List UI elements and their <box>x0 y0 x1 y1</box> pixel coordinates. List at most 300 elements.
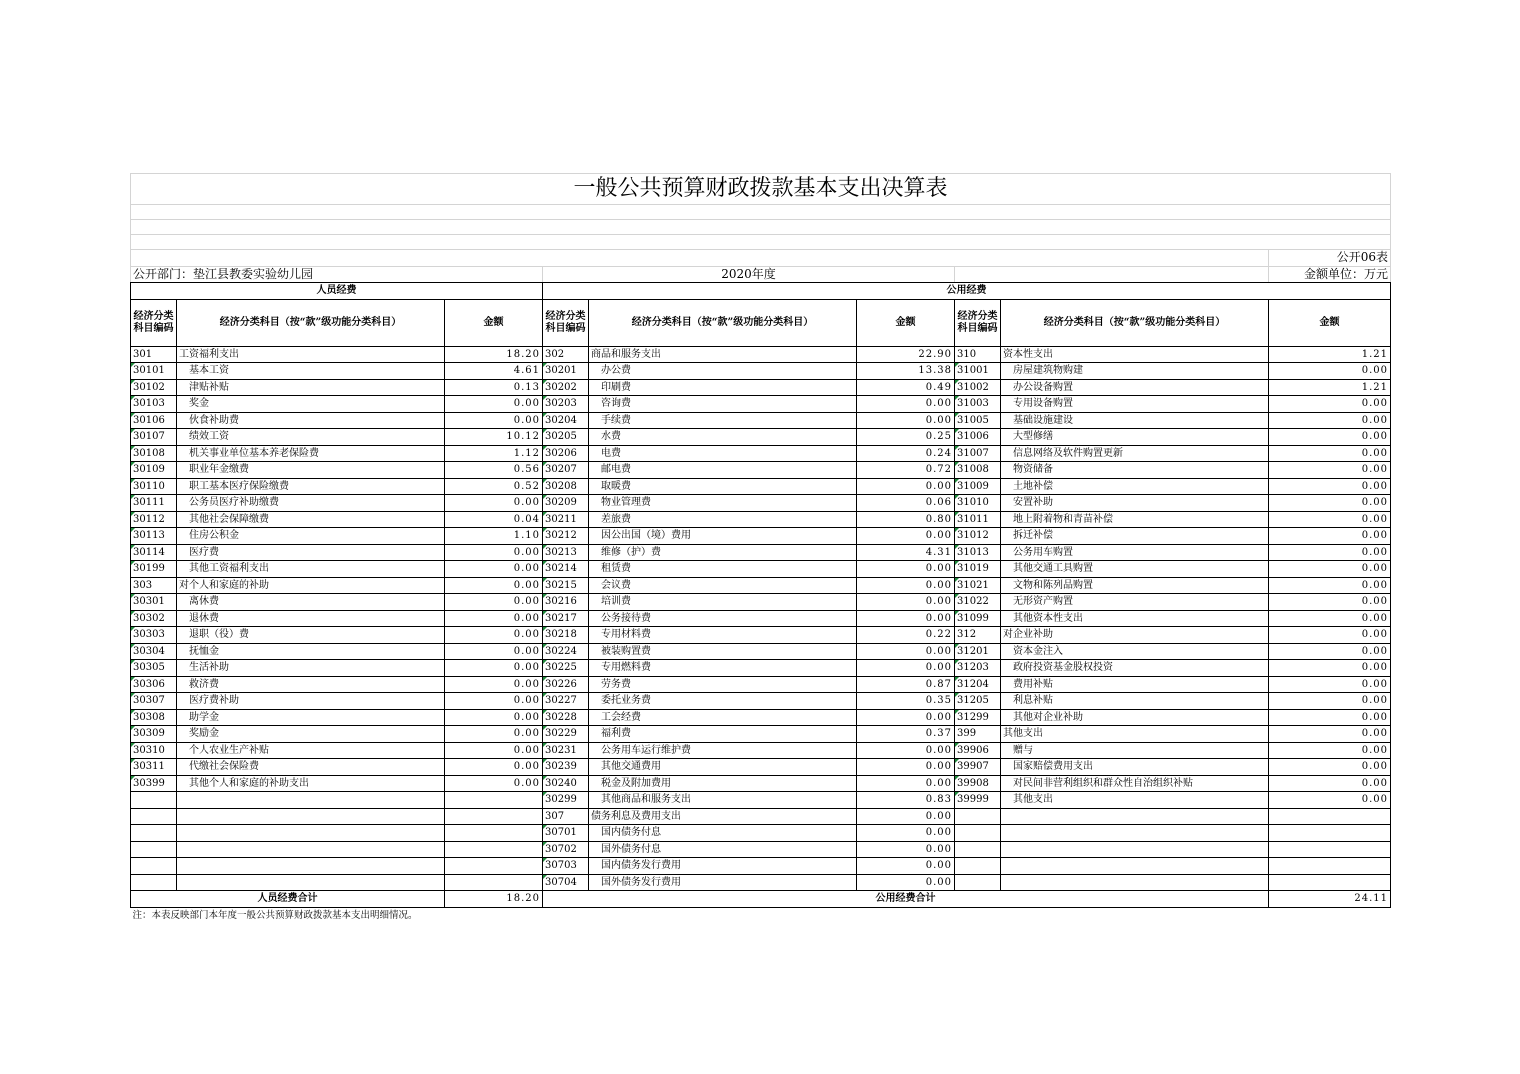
item-code: 30217 <box>543 610 589 627</box>
item-amount: 0.00 <box>857 561 955 578</box>
item-amount: 0.00 <box>445 561 543 578</box>
item-code: 30201 <box>543 363 589 380</box>
item-name: 会议费 <box>589 577 857 594</box>
item-code: 30102 <box>131 379 177 396</box>
item-code: 30213 <box>543 544 589 561</box>
item-name: 其他工资福利支出 <box>177 561 445 578</box>
item-name: 办公费 <box>589 363 857 380</box>
item-amount: 0.37 <box>857 726 955 743</box>
item-code: 303 <box>131 577 177 594</box>
item-amount: 0.00 <box>445 660 543 677</box>
item-amount: 1.21 <box>1269 346 1391 363</box>
item-code: 31013 <box>955 544 1001 561</box>
item-name: 文物和陈列品购置 <box>1001 577 1269 594</box>
item-name: 其他交通工具购置 <box>1001 561 1269 578</box>
item-code: 39999 <box>955 792 1001 809</box>
item-amount: 0.80 <box>857 511 955 528</box>
col-amount: 金额 <box>445 299 543 346</box>
item-name: 租赁费 <box>589 561 857 578</box>
item-code <box>131 808 177 825</box>
item-code <box>131 825 177 842</box>
item-code: 30311 <box>131 759 177 776</box>
item-amount: 22.90 <box>857 346 955 363</box>
item-amount: 0.06 <box>857 495 955 512</box>
expenditure-table <box>130 173 1391 923</box>
item-amount: 0.00 <box>857 709 955 726</box>
item-amount <box>1269 874 1391 891</box>
item-code: 30229 <box>543 726 589 743</box>
item-name: 物业管理费 <box>589 495 857 512</box>
item-code: 310 <box>955 346 1001 363</box>
item-code: 31007 <box>955 445 1001 462</box>
item-name <box>1001 808 1269 825</box>
item-name: 其他资本性支出 <box>1001 610 1269 627</box>
item-amount: 0.00 <box>857 858 955 875</box>
item-amount: 0.00 <box>445 726 543 743</box>
item-code: 30108 <box>131 445 177 462</box>
item-name: 其他个人和家庭的补助支出 <box>177 775 445 792</box>
table-row <box>131 693 1391 710</box>
item-amount <box>1269 841 1391 858</box>
item-amount: 0.00 <box>445 643 543 660</box>
item-amount: 0.00 <box>1269 759 1391 776</box>
item-code: 30240 <box>543 775 589 792</box>
item-code: 31203 <box>955 660 1001 677</box>
item-name: 医疗费补助 <box>177 693 445 710</box>
item-amount: 0.00 <box>445 594 543 611</box>
item-code <box>131 858 177 875</box>
item-name: 其他交通费用 <box>589 759 857 776</box>
item-code: 30206 <box>543 445 589 462</box>
table-row <box>131 874 1391 891</box>
item-name: 维修（护）费 <box>589 544 857 561</box>
item-amount: 0.00 <box>857 660 955 677</box>
table-row <box>131 643 1391 660</box>
section-personnel: 人员经费 <box>131 283 543 300</box>
item-code: 30218 <box>543 627 589 644</box>
table-row <box>131 610 1391 627</box>
item-name: 培训费 <box>589 594 857 611</box>
item-amount: 0.00 <box>1269 792 1391 809</box>
item-code: 30305 <box>131 660 177 677</box>
item-name: 地上附着物和青苗补偿 <box>1001 511 1269 528</box>
item-name <box>177 792 445 809</box>
item-code: 30239 <box>543 759 589 776</box>
item-amount: 0.00 <box>857 759 955 776</box>
item-name: 差旅费 <box>589 511 857 528</box>
item-code: 31201 <box>955 643 1001 660</box>
item-name: 利息补贴 <box>1001 693 1269 710</box>
item-code: 30211 <box>543 511 589 528</box>
table-row <box>131 792 1391 809</box>
item-name: 房屋建筑物购建 <box>1001 363 1269 380</box>
item-code: 302 <box>543 346 589 363</box>
col-code: 经济分类科目编码 <box>543 299 589 346</box>
item-name: 对民间非营利组织和群众性自治组织补贴 <box>1001 775 1269 792</box>
item-amount: 0.00 <box>445 627 543 644</box>
item-code <box>955 874 1001 891</box>
item-name: 其他对企业补助 <box>1001 709 1269 726</box>
item-amount: 0.00 <box>1269 528 1391 545</box>
item-name: 税金及附加费用 <box>589 775 857 792</box>
item-name: 费用补贴 <box>1001 676 1269 693</box>
item-amount: 0.00 <box>1269 363 1391 380</box>
item-amount: 0.00 <box>857 594 955 611</box>
item-amount: 0.25 <box>857 429 955 446</box>
item-code: 30204 <box>543 412 589 429</box>
item-amount: 0.00 <box>1269 412 1391 429</box>
year-label: 2020年度 <box>543 266 955 283</box>
item-name: 专用燃料费 <box>589 660 857 677</box>
item-name <box>177 825 445 842</box>
item-amount: 0.00 <box>1269 660 1391 677</box>
item-amount <box>445 792 543 809</box>
table-row <box>131 396 1391 413</box>
item-code: 31002 <box>955 379 1001 396</box>
item-amount: 0.00 <box>857 478 955 495</box>
item-amount: 0.00 <box>1269 577 1391 594</box>
item-name: 离休费 <box>177 594 445 611</box>
item-code: 30202 <box>543 379 589 396</box>
item-amount: 0.00 <box>1269 495 1391 512</box>
item-amount: 1.12 <box>445 445 543 462</box>
item-name: 基本工资 <box>177 363 445 380</box>
item-code: 30228 <box>543 709 589 726</box>
item-name: 其他商品和服务支出 <box>589 792 857 809</box>
table-row <box>131 478 1391 495</box>
item-amount: 0.00 <box>857 841 955 858</box>
item-code: 31022 <box>955 594 1001 611</box>
item-name <box>1001 874 1269 891</box>
item-code: 31021 <box>955 577 1001 594</box>
table-row <box>131 346 1391 363</box>
item-code: 312 <box>955 627 1001 644</box>
item-code: 30208 <box>543 478 589 495</box>
item-amount: 0.00 <box>857 643 955 660</box>
item-name: 国外债务付息 <box>589 841 857 858</box>
item-name: 绩效工资 <box>177 429 445 446</box>
item-name: 代缴社会保险费 <box>177 759 445 776</box>
item-name: 取暖费 <box>589 478 857 495</box>
item-amount: 0.87 <box>857 676 955 693</box>
item-name: 国外债务发行费用 <box>589 874 857 891</box>
item-name: 国家赔偿费用支出 <box>1001 759 1269 776</box>
item-code: 30114 <box>131 544 177 561</box>
item-amount: 0.56 <box>445 462 543 479</box>
public-total-label: 公用经费合计 <box>543 891 1269 908</box>
item-name: 印刷费 <box>589 379 857 396</box>
col-amount: 金额 <box>857 299 955 346</box>
item-name: 大型修缮 <box>1001 429 1269 446</box>
item-amount: 0.72 <box>857 462 955 479</box>
item-code: 30214 <box>543 561 589 578</box>
item-code: 30216 <box>543 594 589 611</box>
table-row <box>131 825 1391 842</box>
item-amount: 0.00 <box>1269 544 1391 561</box>
item-amount: 0.00 <box>445 577 543 594</box>
item-code: 30301 <box>131 594 177 611</box>
item-name: 工会经费 <box>589 709 857 726</box>
item-code: 30231 <box>543 742 589 759</box>
item-name: 电费 <box>589 445 857 462</box>
item-name: 信息网络及软件购置更新 <box>1001 445 1269 462</box>
table-row <box>131 627 1391 644</box>
item-amount: 13.38 <box>857 363 955 380</box>
item-amount: 0.00 <box>1269 676 1391 693</box>
item-amount: 0.49 <box>857 379 955 396</box>
item-amount: 0.00 <box>445 775 543 792</box>
item-code: 30224 <box>543 643 589 660</box>
item-amount <box>445 874 543 891</box>
personnel-total-label: 人员经费合计 <box>131 891 445 908</box>
item-name: 福利费 <box>589 726 857 743</box>
item-amount: 0.00 <box>445 396 543 413</box>
item-name: 抚恤金 <box>177 643 445 660</box>
item-name: 公务接待费 <box>589 610 857 627</box>
item-code: 39906 <box>955 742 1001 759</box>
item-amount: 0.00 <box>1269 775 1391 792</box>
item-amount: 0.00 <box>445 693 543 710</box>
item-amount: 0.22 <box>857 627 955 644</box>
item-code: 31012 <box>955 528 1001 545</box>
table-row <box>131 379 1391 396</box>
col-name: 经济分类科目（按“款”级功能分类科目） <box>589 299 857 346</box>
item-code: 30307 <box>131 693 177 710</box>
table-row <box>131 726 1391 743</box>
item-amount <box>445 808 543 825</box>
item-amount: 0.00 <box>445 610 543 627</box>
table-number: 公开06表 <box>1269 250 1391 267</box>
item-amount <box>445 841 543 858</box>
item-name: 因公出国（境）费用 <box>589 528 857 545</box>
item-amount <box>1269 808 1391 825</box>
item-name: 债务利息及费用支出 <box>589 808 857 825</box>
table-row <box>131 808 1391 825</box>
table-row <box>131 841 1391 858</box>
item-amount: 0.00 <box>1269 610 1391 627</box>
item-name: 公务员医疗补助缴费 <box>177 495 445 512</box>
item-amount: 1.10 <box>445 528 543 545</box>
item-code: 307 <box>543 808 589 825</box>
item-amount: 4.61 <box>445 363 543 380</box>
table-row <box>131 594 1391 611</box>
item-name: 住房公积金 <box>177 528 445 545</box>
budget-sheet <box>130 173 1390 923</box>
item-amount: 10.12 <box>445 429 543 446</box>
item-code: 30101 <box>131 363 177 380</box>
item-amount: 0.00 <box>857 577 955 594</box>
item-amount: 0.00 <box>1269 643 1391 660</box>
item-code: 30111 <box>131 495 177 512</box>
item-code: 30299 <box>543 792 589 809</box>
item-name: 其他支出 <box>1001 726 1269 743</box>
item-amount: 0.00 <box>1269 478 1391 495</box>
item-code <box>955 808 1001 825</box>
item-code: 31008 <box>955 462 1001 479</box>
item-amount: 0.00 <box>1269 396 1391 413</box>
item-amount: 0.00 <box>445 709 543 726</box>
table-row <box>131 429 1391 446</box>
item-name: 对个人和家庭的补助 <box>177 577 445 594</box>
item-name: 职业年金缴费 <box>177 462 445 479</box>
item-name: 土地补偿 <box>1001 478 1269 495</box>
item-amount: 0.00 <box>445 544 543 561</box>
item-name: 工资福利支出 <box>177 346 445 363</box>
item-amount: 0.83 <box>857 792 955 809</box>
item-code: 31019 <box>955 561 1001 578</box>
item-amount: 0.00 <box>1269 462 1391 479</box>
item-code: 30304 <box>131 643 177 660</box>
item-amount <box>445 858 543 875</box>
item-code: 30702 <box>543 841 589 858</box>
table-row <box>131 495 1391 512</box>
item-name: 物资储备 <box>1001 462 1269 479</box>
item-name: 办公设备购置 <box>1001 379 1269 396</box>
item-name: 手续费 <box>589 412 857 429</box>
item-code: 30103 <box>131 396 177 413</box>
item-code: 30310 <box>131 742 177 759</box>
item-code: 30203 <box>543 396 589 413</box>
item-code: 30309 <box>131 726 177 743</box>
item-amount: 0.04 <box>445 511 543 528</box>
item-code: 30701 <box>543 825 589 842</box>
item-code <box>131 874 177 891</box>
item-amount: 0.00 <box>857 412 955 429</box>
item-name: 专用设备购置 <box>1001 396 1269 413</box>
table-row <box>131 544 1391 561</box>
item-name <box>1001 858 1269 875</box>
item-amount: 0.00 <box>445 742 543 759</box>
item-code <box>955 858 1001 875</box>
item-amount: 0.00 <box>857 396 955 413</box>
item-amount: 0.00 <box>445 412 543 429</box>
item-name: 其他社会保障缴费 <box>177 511 445 528</box>
table-row <box>131 709 1391 726</box>
item-code: 30112 <box>131 511 177 528</box>
item-code: 39907 <box>955 759 1001 776</box>
item-name: 委托业务费 <box>589 693 857 710</box>
item-amount: 0.00 <box>1269 594 1391 611</box>
item-name: 资本金注入 <box>1001 643 1269 660</box>
unit-label: 金额单位：万元 <box>1269 266 1391 283</box>
item-name <box>177 874 445 891</box>
item-code: 30303 <box>131 627 177 644</box>
item-code: 30106 <box>131 412 177 429</box>
item-code <box>955 841 1001 858</box>
item-name: 专用材料费 <box>589 627 857 644</box>
item-code: 30704 <box>543 874 589 891</box>
item-code: 30703 <box>543 858 589 875</box>
item-amount: 0.00 <box>857 610 955 627</box>
item-amount: 0.00 <box>1269 742 1391 759</box>
footnote: 注：本表反映部门本年度一般公共预算财政拨款基本支出明细情况。 <box>132 909 418 921</box>
item-amount: 0.35 <box>857 693 955 710</box>
item-amount: 4.31 <box>857 544 955 561</box>
item-amount: 0.00 <box>857 808 955 825</box>
department-label: 公开部门：垫江县教委实验幼儿园 <box>131 266 543 283</box>
table-row <box>131 412 1391 429</box>
item-amount: 0.00 <box>857 775 955 792</box>
item-name: 劳务费 <box>589 676 857 693</box>
item-name: 资本性支出 <box>1001 346 1269 363</box>
item-amount <box>1269 858 1391 875</box>
item-code: 30209 <box>543 495 589 512</box>
item-amount: 0.24 <box>857 445 955 462</box>
item-code: 30109 <box>131 462 177 479</box>
item-code: 30110 <box>131 478 177 495</box>
public-total-value: 24.11 <box>1269 891 1391 908</box>
table-row <box>131 462 1391 479</box>
table-row <box>131 511 1391 528</box>
table-row <box>131 528 1391 545</box>
item-amount: 0.00 <box>1269 693 1391 710</box>
item-code: 30207 <box>543 462 589 479</box>
item-code: 31010 <box>955 495 1001 512</box>
item-name <box>177 841 445 858</box>
item-code <box>955 825 1001 842</box>
item-amount: 0.00 <box>445 495 543 512</box>
item-code: 31009 <box>955 478 1001 495</box>
item-name: 公务用车购置 <box>1001 544 1269 561</box>
table-row <box>131 660 1391 677</box>
item-code: 30225 <box>543 660 589 677</box>
item-amount <box>445 825 543 842</box>
item-code: 30226 <box>543 676 589 693</box>
item-name: 国内债务付息 <box>589 825 857 842</box>
item-name: 职工基本医疗保险缴费 <box>177 478 445 495</box>
item-code: 30302 <box>131 610 177 627</box>
item-code: 31001 <box>955 363 1001 380</box>
item-amount: 0.00 <box>1269 445 1391 462</box>
col-code: 经济分类科目编码 <box>955 299 1001 346</box>
item-amount: 0.00 <box>1269 511 1391 528</box>
item-code <box>131 792 177 809</box>
table-row <box>131 577 1391 594</box>
table-row <box>131 858 1391 875</box>
item-name: 邮电费 <box>589 462 857 479</box>
item-name: 机关事业单位基本养老保险费 <box>177 445 445 462</box>
table-row <box>131 759 1391 776</box>
item-name: 奖励金 <box>177 726 445 743</box>
item-name: 无形资产购置 <box>1001 594 1269 611</box>
item-amount: 0.00 <box>857 874 955 891</box>
item-name: 生活补助 <box>177 660 445 677</box>
item-name: 被装购置费 <box>589 643 857 660</box>
item-amount: 0.52 <box>445 478 543 495</box>
item-code: 30113 <box>131 528 177 545</box>
item-name: 商品和服务支出 <box>589 346 857 363</box>
item-amount: 0.00 <box>1269 627 1391 644</box>
col-name: 经济分类科目（按“款”级功能分类科目） <box>1001 299 1269 346</box>
item-code: 31005 <box>955 412 1001 429</box>
section-public: 公用经费 <box>543 283 1391 300</box>
col-name: 经济分类科目（按“款”级功能分类科目） <box>177 299 445 346</box>
item-amount: 0.00 <box>445 759 543 776</box>
item-amount: 0.00 <box>857 825 955 842</box>
item-name: 伙食补助费 <box>177 412 445 429</box>
item-name: 其他支出 <box>1001 792 1269 809</box>
item-name: 医疗费 <box>177 544 445 561</box>
col-amount: 金额 <box>1269 299 1391 346</box>
item-name: 个人农业生产补贴 <box>177 742 445 759</box>
item-name <box>1001 841 1269 858</box>
item-code: 30399 <box>131 775 177 792</box>
item-name: 赠与 <box>1001 742 1269 759</box>
item-code: 30215 <box>543 577 589 594</box>
item-code: 301 <box>131 346 177 363</box>
item-code: 39908 <box>955 775 1001 792</box>
item-name: 水费 <box>589 429 857 446</box>
